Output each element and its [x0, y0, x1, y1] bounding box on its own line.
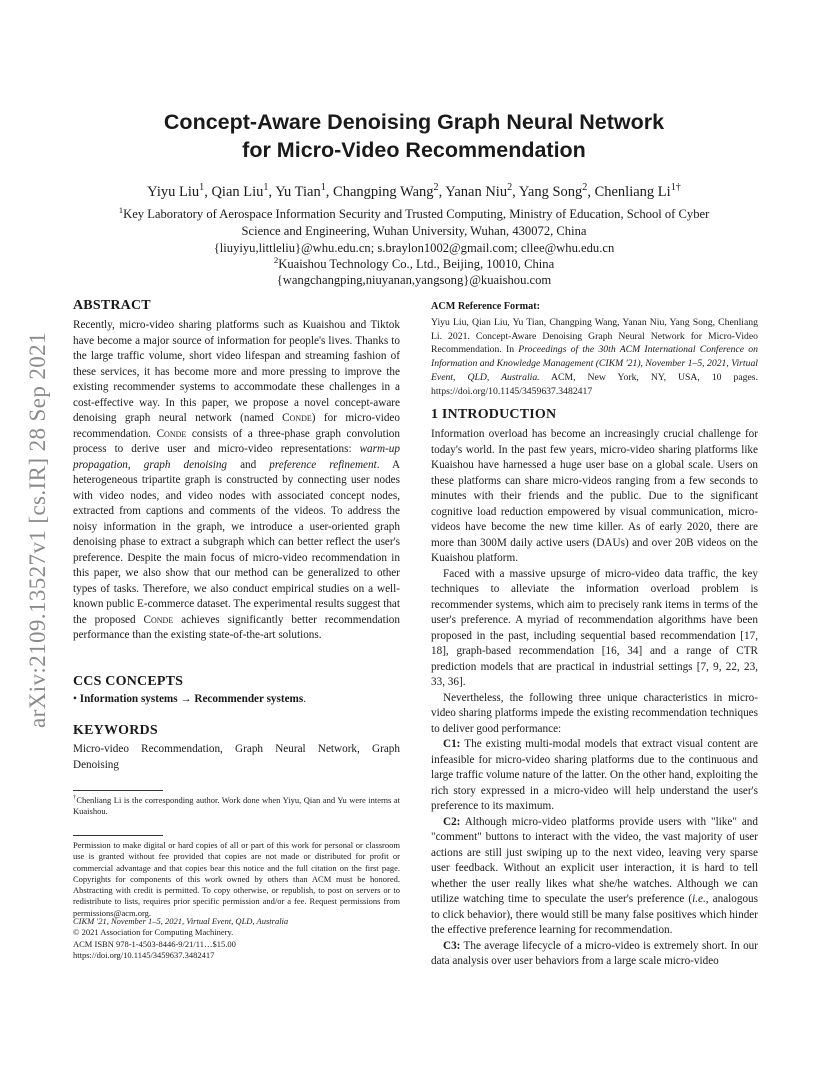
publication-metadata: CIKM '21, November 1–5, 2021, Virtual Event, QLD, Australia © 2021 Association for Computing Machinery. ACM ISBN 978-1-4503-8446-9/21/11…$15.00 https://doi.org/10.1145/3459637.3482417	[73, 916, 400, 961]
author: Qian Liu$^1$	[211, 182, 269, 200]
corresponding-author-footnote: †Chenliang Li is the corresponding author. Work done when Yiyu, Qian and Yu were interns at Kuaishou.	[73, 795, 401, 817]
keywords-body: Micro-video Recommendation, Graph Neural Network, Graph Denoising	[73, 743, 400, 771]
abstract-heading: ABSTRACT	[73, 298, 151, 313]
author: Yang Song$^2$	[518, 182, 588, 200]
author: Changping Wang$^2$	[333, 182, 439, 200]
intro-paragraph-1: Information overload has become an increasingly crucial challenge for today's world. In the past few years, micro-video sharing platforms like Kuaishou have harnessed a huge user base on a global scale. Users on these platforms can share micro-videos ranging from a few seconds to minutes with their friends and the public. Due to the significant cognitive load reduction empowered by visual communication, micro-videos have become the new time killer. As of early 2020, there are more than 300M daily active users (DAUs) and over 20B videos on the Kuaishou platform.	[431, 428, 758, 564]
ccs-heading: CCS CONCEPTS	[73, 674, 184, 689]
affiliation-1-line-1: $^1$Key Laboratory of Aerospace Information Security and Trusted Computing, Ministry of Education, School of Cyber	[118, 204, 710, 221]
affiliation-2-emails: {wangchangping,niuyanan,yangsong}@kuaishou.com	[276, 273, 552, 287]
introduction-heading: 1 INTRODUCTION	[431, 407, 557, 422]
author-list: Yiyu Liu$^1$, Qian Liu$^1$, Yu Tian$^1$, Changping Wang$^2$, Yanan Niu$^2$, Yang Song$^2$, Chenliang $Li^{1\dagger}$	[147, 182, 681, 200]
intro-paragraph-3: Nevertheless, the following three unique characteristics in micro-video sharing platforms impede the existing recommendation techniques to deliver good performance:	[431, 691, 758, 735]
acm-reference-body: Yiyu Liu, Qian Liu, Yu Tian, Changping Wang, Yanan Niu, Yang Song, Chenliang Li. 2021. Concept-Aware Denoising Graph Neural Network for Micro-Video Recommendation. In Proceedings of the 30th ACM International Conference on Information and Knowledge Management (CIKM '21), November 1–5, 2021, Virtual Event, QLD, Australia. ACM, New York, NY, USA, 10 pages. https://doi.org/10.1145/3459637.3482417	[431, 317, 758, 397]
arxiv-side-stamp	[8, 295, 68, 765]
permission-notice: Permission to make digital or hard copies of all or part of this work for personal or classroom use is granted without fee provided that copies are not made or distributed for profit or commercial advantage and that copies bear this notice and the full citation on the first page. Copyrights for components of this work owned by others than ACM must be honored. Abstracting with credit is permitted. To copy otherwise, or republish, to post on servers or to redistribute to lists, requires prior specific permission and/or a fee. Request permissions from permissions@acm.org.	[73, 840, 400, 918]
affiliation-1-line-2: Science and Engineering, Wuhan University, Wuhan, 430072, China	[241, 224, 587, 238]
paper-title-line-2: for Micro-Video Recommendation	[242, 138, 586, 162]
challenge-c2: C2: Although micro-video platforms provide users with "like" and "comment" buttons to interact with the video, the vast majority of user actions are still just swiping up to the next video, leaving very sparse user feedback. Without an explicit user interaction, it is hard to tell whether the user really likes what she/he watches. Although we can utilize watching time to speculate the user's preference (i.e., analogous to click behavior), there would still be many false positives which hinder the effective preference learning for recommendation.	[431, 815, 758, 936]
arxiv-identifier: arXiv:2109.13527v1 [cs.IR] 28 Sep 2021	[25, 332, 50, 728]
keywords-heading: KEYWORDS	[73, 723, 158, 738]
introduction-body	[431, 427, 758, 970]
ccs-body: • Information systems → Recommender systems.	[73, 693, 307, 705]
permission-rule	[73, 835, 163, 836]
affiliation-2: $^2$Kuaishou Technology Co., Ltd., Beijing, 10010, China	[273, 254, 555, 271]
footnote-rule	[73, 790, 163, 791]
intro-paragraph-2: Faced with a massive upsurge of micro-video data traffic, the key techniques to alleviate the information overload problem is recommender systems, which aim to precisely rank items in terms of the user's preference. A myriad of recommendation algorithms have been proposed in the past, including sequential based recommendation [17, 18], graph-based recommendation [16, 34] and a range of CTR prediction models that are practical in industrial settings [7, 9, 22, 23, 33, 36].	[431, 567, 758, 688]
author: Chenliang $Li^{1\dagger}$	[594, 182, 681, 200]
paper-title-line-1: Concept-Aware Denoising Graph Neural Network	[163, 110, 665, 134]
author: Yiyu Liu$^1$	[147, 182, 205, 200]
doi-link[interactable]: https://doi.org/10.1145/3459637.3482417	[73, 949, 215, 960]
author: Yanan Niu$^2$	[445, 182, 513, 200]
abstract-body: Recently, micro-video sharing platforms such as Kuaishou and Tiktok have become a major source of information for people's lives. Thanks to the large traffic volume, short video lifespan and streaming fashion of these services, it has become more and more pressing to improve the existing recommender systems to accommodate these challenges in a cost-effective way. In this paper, we propose a novel concept-aware denoising graph neural network (named Conde) for micro-video recommendation. Conde consists of a three-phase graph convolution process to derive user and micro-video representations: warm-up propagation, graph denoising and preference refinement. A heterogeneous tripartite graph is constructed by connecting user nodes with video nodes, and video nodes with associated concept nodes, extracted from captions and comments of the videos. To address the noisy information in the graph, we introduce a user-oriented graph denoising phase to extract a subgraph which can better reflect the user's preference. Despite the main focus of micro-video recommendation in this paper, we also show that our method can be generalized to other types of tasks. Therefore, we also conduct empirical studies on a well-known public E-commerce dataset. The experimental results suggest that the proposed Conde achieves significantly better recommendation performance than the existing state-of-the-art solutions.	[73, 319, 401, 641]
challenge-c3: C3: The average lifecycle of a micro-video is extremely short. In our data analysis over user behaviors from a large scale micro-video	[431, 939, 758, 967]
affiliation-1-emails: {liuyiyu,littleliu}@whu.edu.cn; s.braylon1002@gmail.com; cllee@whu.edu.cn	[213, 241, 615, 255]
acm-reference-heading: ACM Reference Format:	[431, 301, 540, 312]
author: Yu Tian$^1$	[275, 182, 326, 200]
challenge-c1: C1: The existing multi-modal models that extract visual content are infeasible for micro-video sharing platforms due to the continuous and large traffic volume nature of the latter. On the other hand, exploiting the rich story expressed in a micro-video will help understand the user's preference to its maximum.	[431, 738, 758, 812]
